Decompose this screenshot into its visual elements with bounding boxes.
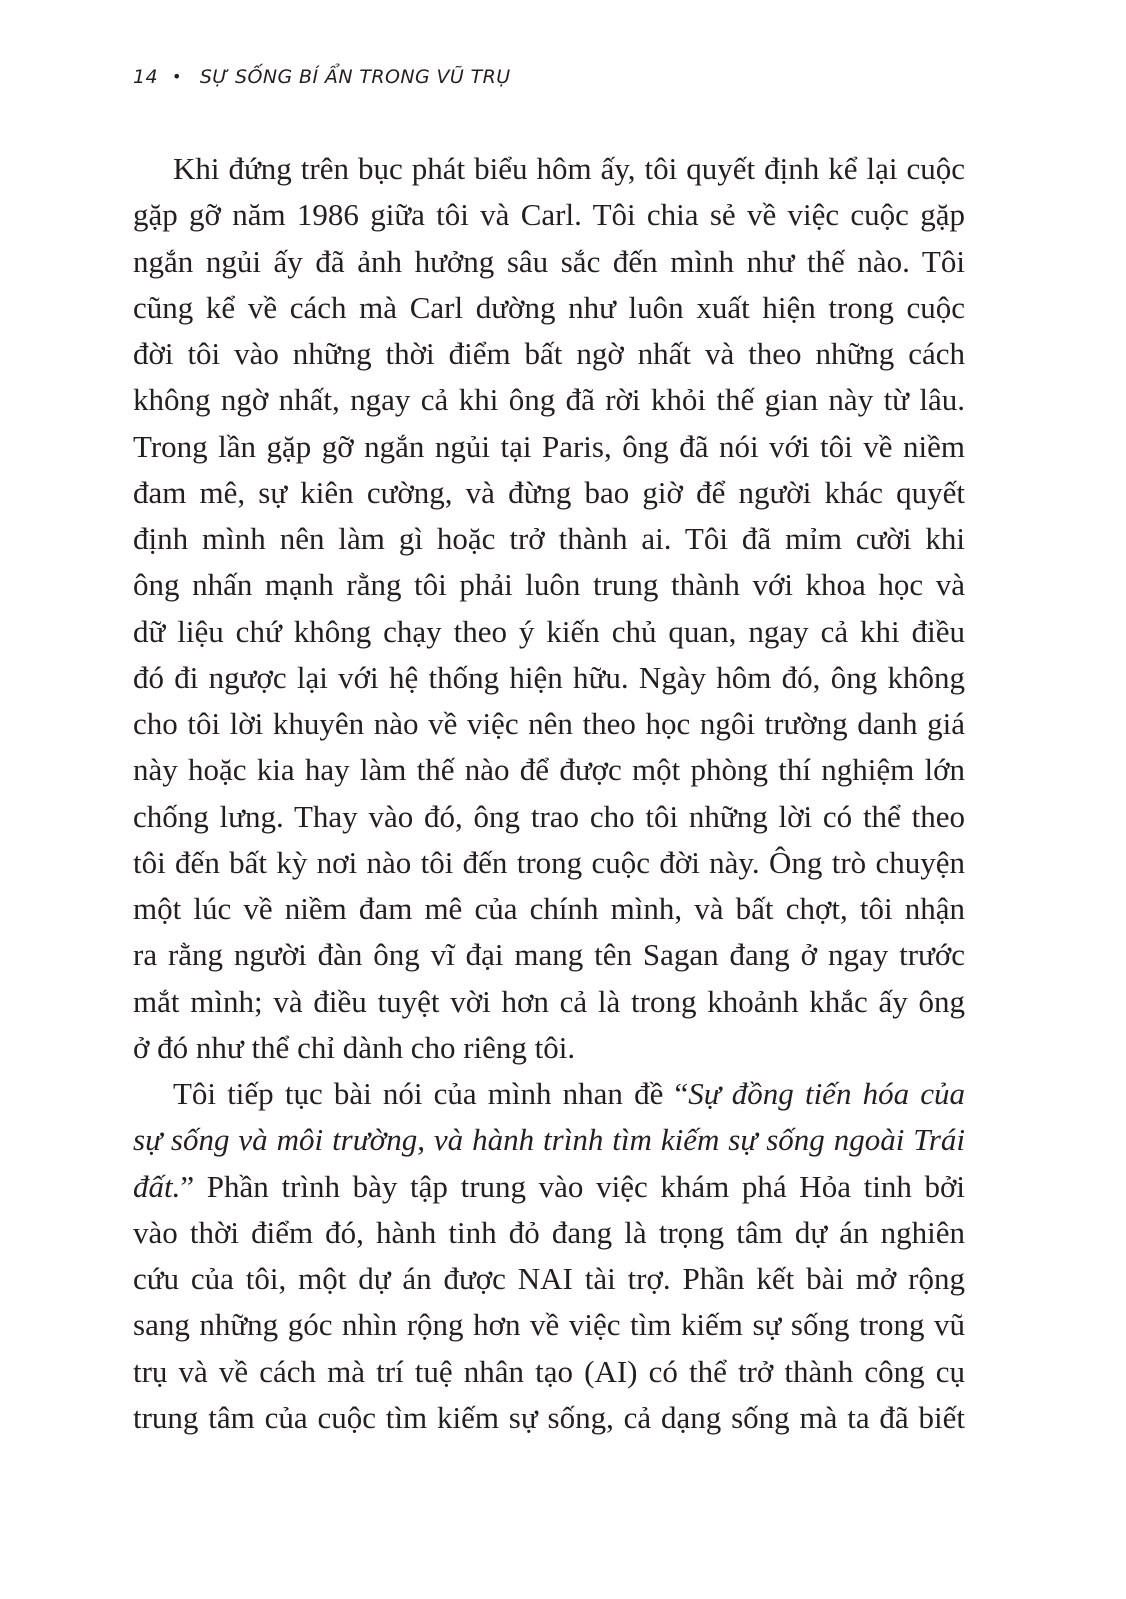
text-line: này hoặc kia hay làm thế nào để được một phòng thí nghiệm lớn xyxy=(133,752,965,788)
header-bullet: • xyxy=(171,67,182,86)
text-line: vào thời điểm đó, hành tinh đỏ đang là trọng tâm dự án nghiên xyxy=(133,1214,965,1250)
page-number: 14 xyxy=(133,66,158,88)
talk-title-italic: sự sống và môi trường, và hành trình tìm kiếm sự sống ngoài Trái xyxy=(133,1122,965,1158)
text-line xyxy=(133,1164,965,1210)
text-line: cho tôi lời khuyên nào về việc nên theo học ngôi trường danh giá xyxy=(133,706,965,741)
running-header xyxy=(133,66,511,88)
text-run: Tôi tiếp tục bài nói của mình nhan đề “ xyxy=(173,1076,689,1111)
text-line: cũng kể về cách mà Carl dường như luôn xuất hiện trong cuộc xyxy=(133,289,965,325)
text-line: mắt mình; và điều tuyệt vời hơn cả là trong khoảnh khắc ấy ông xyxy=(133,983,965,1019)
body-text xyxy=(133,146,965,1441)
text-line: gặp gỡ năm 1986 giữa tôi và Carl. Tôi chia sẻ về việc cuộc gặp xyxy=(133,197,965,233)
paragraph-2 xyxy=(133,1071,965,1441)
text-line: chống lưng. Thay vào đó, ông trao cho tôi những lời có thể theo xyxy=(133,798,965,834)
text-line: ở đó như thể chỉ dành cho riêng tôi. xyxy=(133,1029,576,1065)
text-line: không ngờ nhất, ngay cả khi ông đã rời khỏi thế gian này từ lâu. xyxy=(133,382,965,418)
paragraph-1 xyxy=(133,146,965,1071)
text-line: trụ và về cách mà trí tuệ nhân tạo (AI) có thể trở thành công cụ xyxy=(133,1353,965,1389)
text-line: ngắn ngủi ấy đã ảnh hưởng sâu sắc đến mình như thế nào. Tôi xyxy=(133,243,965,279)
book-title: SỰ SỐNG BÍ ẨN TRONG VŨ TRỤ xyxy=(199,66,511,88)
text-line: dữ liệu chứ không chạy theo ý kiến chủ quan, ngay cả khi điều xyxy=(133,613,965,649)
text-line xyxy=(133,1117,965,1163)
text-run: ” Phần trình bày tập trung vào việc khám phá Hỏa tinh bởi xyxy=(180,1168,965,1204)
text-line: ông nhấn mạnh rằng tôi phải luôn trung thành với khoa học và xyxy=(133,567,965,603)
talk-title-italic: Sự đồng tiến hóa của xyxy=(688,1076,965,1111)
text-line: trung tâm của cuộc tìm kiếm sự sống, cả dạng sống mà ta đã biết xyxy=(133,1399,965,1435)
text-line: định mình nên làm gì hoặc trở thành ai. Tôi đã mỉm cười khi xyxy=(133,521,965,556)
text-line: đời tôi vào những thời điểm bất ngờ nhất và theo những cách xyxy=(133,336,965,371)
text-line: Khi đứng trên bục phát biểu hôm ấy, tôi quyết định kể lại cuộc xyxy=(173,151,965,186)
talk-title-italic: đất. xyxy=(133,1168,181,1204)
text-line: đó đi ngược lại với hệ thống hiện hữu. Ngày hôm đó, ông không xyxy=(133,659,965,695)
text-line: đam mê, sự kiên cường, và đừng bao giờ để người khác quyết xyxy=(133,474,965,510)
text-line: Trong lần gặp gỡ ngắn ngủi tại Paris, ông đã nói với tôi về niềm xyxy=(133,428,965,464)
text-line: cứu của tôi, một dự án được NAI tài trợ. Phần kết bài mở rộng xyxy=(133,1261,965,1296)
text-line: tôi đến bất kỳ nơi nào tôi đến trong cuộc đời này. Ông trò chuyện xyxy=(133,844,965,880)
text-line: sang những góc nhìn rộng hơn về việc tìm kiếm sự sống trong vũ xyxy=(133,1307,965,1343)
text-line xyxy=(133,1071,965,1117)
text-line: ra rằng người đàn ông vĩ đại mang tên Sagan đang ở ngay trước xyxy=(133,937,965,973)
text-line: một lúc về niềm đam mê của chính mình, và bất chợt, tôi nhận xyxy=(133,891,965,926)
